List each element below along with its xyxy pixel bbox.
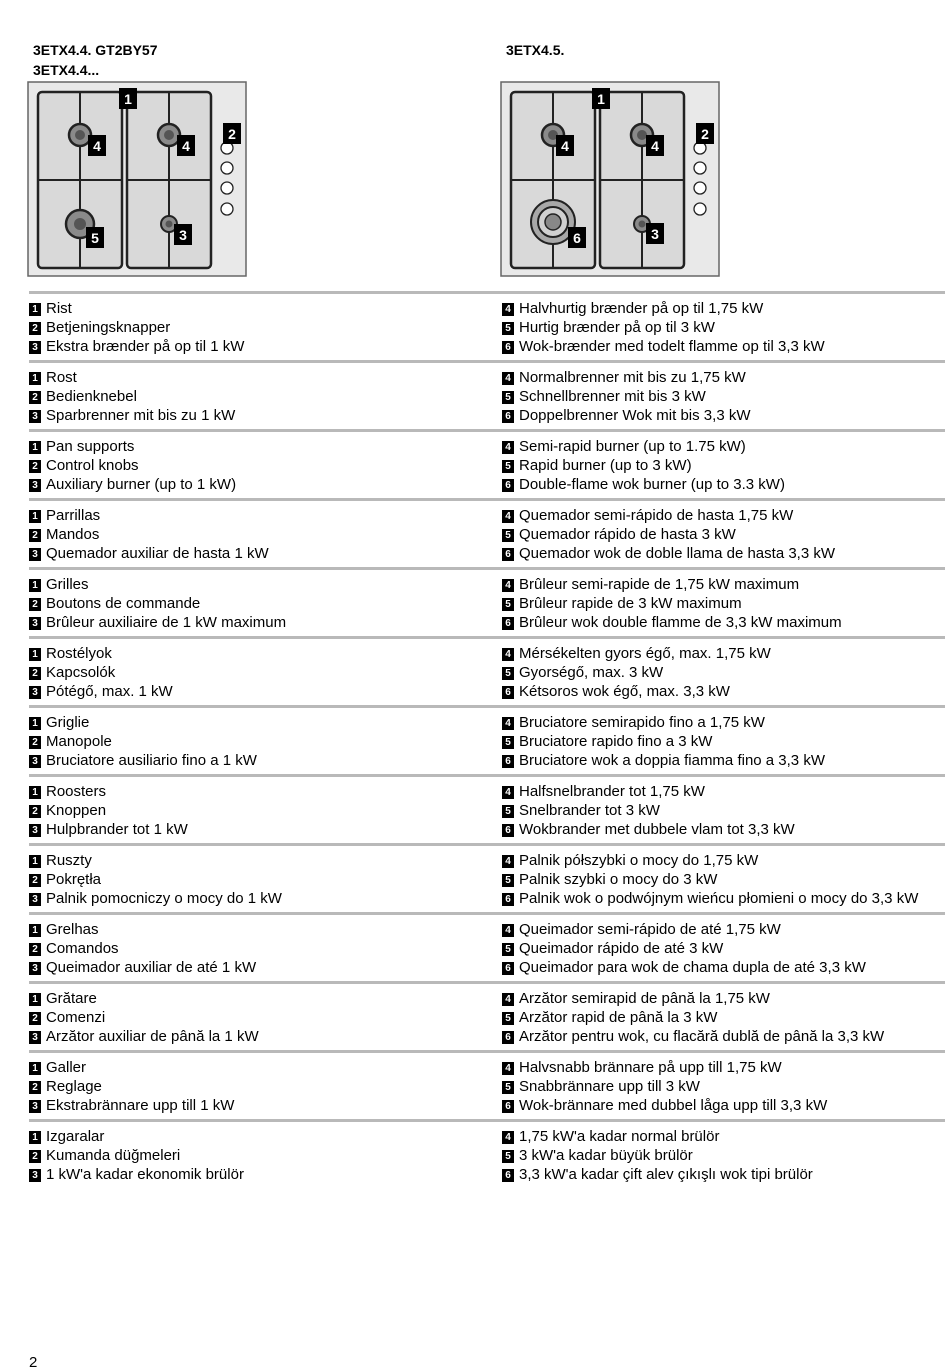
section-divider: [29, 360, 945, 363]
callout-label: 6: [573, 230, 581, 246]
legend-number: 6: [502, 548, 514, 561]
legend-number: 2: [29, 598, 41, 611]
section-divider: [29, 774, 945, 777]
legend-item: [502, 1096, 827, 1115]
section-divider: [29, 1119, 945, 1122]
legend-text: Double-flame wok burner (up to 3.3 kW): [519, 476, 785, 493]
legend-number: 1: [29, 303, 41, 316]
legend-item: [29, 337, 244, 356]
legend-text: Quemador wok de doble llama de hasta 3,3 kW: [519, 545, 836, 562]
legend-number: 5: [502, 598, 514, 611]
legend-number: 5: [502, 667, 514, 680]
legend-item: [29, 368, 77, 387]
legend-text: Arzător pentru wok, cu flacără dublă de până la 3,3 kW: [519, 1028, 885, 1045]
callout-label: 3: [651, 226, 659, 242]
legend-item: [29, 544, 269, 563]
legend-item: [29, 506, 100, 525]
legend-text: Bruciatore wok a doppia fiamma fino a 3,3 kW: [519, 752, 825, 769]
legend-text: Palnik pomocniczy o mocy do 1 kW: [46, 890, 282, 907]
legend-number: 2: [29, 736, 41, 749]
legend-item: [502, 613, 842, 632]
legend-text: Schnellbrenner mit bis 3 kW: [519, 388, 706, 405]
legend-number: 4: [502, 303, 514, 316]
legend-number: 1: [29, 510, 41, 523]
legend-item: [29, 870, 101, 889]
legend-number: 6: [502, 479, 514, 492]
section-divider: [29, 429, 945, 432]
legend-item: [29, 920, 99, 939]
legend-number: 3: [29, 1169, 41, 1182]
legend-item: [29, 801, 106, 820]
legend-item: [502, 594, 742, 613]
legend-number: 6: [502, 341, 514, 354]
legend-text: Grătare: [46, 990, 97, 1007]
legend-number: 5: [502, 322, 514, 335]
legend-text: Queimador para wok de chama dupla de até 3,3 kW: [519, 959, 866, 976]
legend-item: [29, 1058, 86, 1077]
legend-text: Rist: [46, 300, 72, 317]
legend-item: [502, 525, 736, 544]
legend-item: [29, 663, 115, 682]
legend-text: Roosters: [46, 783, 107, 800]
legend-text: Pokrętła: [46, 871, 102, 888]
legend-number: 3: [29, 341, 41, 354]
legend-text: Betjeningsknapper: [46, 319, 171, 336]
legend-number: 4: [502, 855, 514, 868]
legend-item: [29, 456, 139, 475]
legend-text: Boutons de commande: [46, 595, 201, 612]
legend-text: Bruciatore semirapido fino a 1,75 kW: [519, 714, 765, 731]
legend-text: Halvhurtig brænder på op til 1,75 kW: [519, 300, 764, 317]
legend-number: 2: [29, 1150, 41, 1163]
legend-text: Ruszty: [46, 852, 92, 869]
legend-number: 3: [29, 824, 41, 837]
legend-text: Ekstrabrännare upp till 1 kW: [46, 1097, 235, 1114]
legend-number: 4: [502, 1131, 514, 1144]
callout-label: 2: [228, 126, 236, 142]
legend-item: [502, 437, 746, 456]
legend-number: 2: [29, 529, 41, 542]
legend-number: 3: [29, 686, 41, 699]
legend-text: Parrillas: [46, 507, 101, 524]
legend-item: [29, 713, 89, 732]
legend-item: [29, 1077, 102, 1096]
legend-number: 4: [502, 510, 514, 523]
legend-text: Comenzi: [46, 1009, 106, 1026]
legend-text: Wok-brännare med dubbel låga upp till 3,3 kW: [519, 1097, 828, 1114]
legend-number: 2: [29, 1012, 41, 1025]
legend-number: 1: [29, 1062, 41, 1075]
legend-text: Palnik półszybki o mocy do 1,75 kW: [519, 852, 759, 869]
legend-text: Kumanda düğmeleri: [46, 1147, 181, 1164]
legend-text: Arzător auxiliar de până la 1 kW: [46, 1028, 259, 1045]
legend-text: Comandos: [46, 940, 119, 957]
legend-number: 5: [502, 1150, 514, 1163]
legend-text: Izgaralar: [46, 1128, 105, 1145]
legend-number: 3: [29, 893, 41, 906]
legend-item: [29, 889, 282, 908]
legend-item: [29, 732, 112, 751]
legend-text: Arzător semirapid de până la 1,75 kW: [519, 990, 770, 1007]
legend-item: [502, 820, 795, 839]
legend-item: [502, 456, 692, 475]
legend-item: [502, 575, 799, 594]
legend-text: Brûleur wok double flamme de 3,3 kW maximum: [519, 614, 842, 631]
legend-item: [29, 851, 92, 870]
legend-text: Brûleur semi-rapide de 1,75 kW maximum: [519, 576, 800, 593]
legend-item: [502, 870, 717, 889]
legend-item: [502, 682, 730, 701]
legend-number: 6: [502, 962, 514, 975]
legend-item: [502, 1127, 719, 1146]
legend-item: [29, 575, 89, 594]
legend-number: 1: [29, 993, 41, 1006]
legend-item: [29, 989, 97, 1008]
legend-item: [502, 663, 663, 682]
legend-item: [29, 613, 286, 632]
legend-number: 2: [29, 943, 41, 956]
legend-number: 6: [502, 617, 514, 630]
legend-item: [29, 475, 236, 494]
callout-label: 1: [597, 91, 605, 107]
legend-text: Palnik szybki o mocy do 3 kW: [519, 871, 718, 888]
legend-item: [502, 318, 715, 337]
legend-item: [29, 782, 106, 801]
hob-diagram-right: [500, 81, 720, 277]
legend-item: [502, 1146, 693, 1165]
legend-item: [502, 732, 712, 751]
legend-number: 6: [502, 1031, 514, 1044]
legend-item: [502, 337, 825, 356]
legend-text: Mandos: [46, 526, 100, 543]
legend-text: Mérsékelten gyors égő, max. 1,75 kW: [519, 645, 771, 662]
section-divider: [29, 498, 945, 501]
legend-item: [29, 525, 99, 544]
legend-item: [502, 958, 866, 977]
legend-text: Halfsnelbrander tot 1,75 kW: [519, 783, 705, 800]
legend-item: [502, 299, 763, 318]
legend-text: Brûleur rapide de 3 kW maximum: [519, 595, 742, 612]
legend-number: 3: [29, 755, 41, 768]
legend-item: [29, 939, 119, 958]
legend-text: Reglage: [46, 1078, 102, 1095]
legend-text: Galler: [46, 1059, 87, 1076]
legend-item: [29, 406, 235, 425]
legend-text: Rapid burner (up to 3 kW): [519, 457, 692, 474]
legend-number: 3: [29, 962, 41, 975]
legend-text: Quemador semi-rápido de hasta 1,75 kW: [519, 507, 794, 524]
section-divider: [29, 912, 945, 915]
legend-number: 1: [29, 372, 41, 385]
section-divider: [29, 843, 945, 846]
callout-label: 4: [182, 138, 190, 154]
legend-text: Pótégő, max. 1 kW: [46, 683, 173, 700]
legend-text: Halvsnabb brännare på upp till 1,75 kW: [519, 1059, 782, 1076]
callout-label: 5: [91, 230, 99, 246]
section-divider: [29, 567, 945, 570]
legend-item: [29, 437, 134, 456]
legend-item: [502, 1027, 884, 1046]
legend-number: 3: [29, 410, 41, 423]
legend-item: [502, 1008, 717, 1027]
legend-text: Brûleur auxiliaire de 1 kW maximum: [46, 614, 287, 631]
callout-label: 4: [561, 138, 569, 154]
legend-item: [502, 920, 781, 939]
legend-item: [29, 751, 257, 770]
legend-text: Doppelbrenner Wok mit bis 3,3 kW: [519, 407, 751, 424]
legend-number: 1: [29, 579, 41, 592]
legend-item: [29, 644, 112, 663]
legend-number: 4: [502, 717, 514, 730]
legend-number: 5: [502, 943, 514, 956]
legend-number: 6: [502, 1169, 514, 1182]
legend-number: 5: [502, 805, 514, 818]
legend-number: 1: [29, 855, 41, 868]
legend-item: [502, 1165, 813, 1184]
legend-number: 4: [502, 648, 514, 661]
section-divider: [29, 291, 945, 294]
legend-item: [29, 682, 173, 701]
legend-item: [502, 851, 758, 870]
callout-label: 1: [124, 91, 132, 107]
legend-item: [29, 318, 170, 337]
legend-item: [29, 299, 72, 318]
legend-number: 1: [29, 441, 41, 454]
legend-number: 4: [502, 372, 514, 385]
legend-number: 3: [29, 548, 41, 561]
legend-text: Snabbrännare upp till 3 kW: [519, 1078, 700, 1095]
legend-number: 4: [502, 579, 514, 592]
legend-text: Snelbrander tot 3 kW: [519, 802, 660, 819]
legend-number: 3: [29, 1031, 41, 1044]
legend-text: Ekstra brænder på op til 1 kW: [46, 338, 245, 355]
legend-number: 5: [502, 1081, 514, 1094]
legend-item: [502, 387, 706, 406]
legend-item: [29, 1146, 180, 1165]
legend-text: Rostélyok: [46, 645, 112, 662]
legend-item: [502, 713, 765, 732]
legend-text: Quemador auxiliar de hasta 1 kW: [46, 545, 269, 562]
legend-item: [502, 782, 705, 801]
legend-item: [29, 1027, 259, 1046]
legend-number: 2: [29, 874, 41, 887]
legend-text: Knoppen: [46, 802, 107, 819]
legend-text: 1,75 kW'a kadar normal brülör: [519, 1128, 720, 1145]
legend-text: Bruciatore rapido fino a 3 kW: [519, 733, 713, 750]
legend-text: Kapcsolók: [46, 664, 116, 681]
legend-number: 2: [29, 391, 41, 404]
legend-number: 4: [502, 924, 514, 937]
legend-number: 1: [29, 924, 41, 937]
legend-number: 3: [29, 1100, 41, 1113]
legend-text: Grilles: [46, 576, 89, 593]
legend-item: [502, 1058, 782, 1077]
legend-item: [502, 801, 660, 820]
legend-text: Wokbrander met dubbele vlam tot 3,3 kW: [519, 821, 795, 838]
section-divider: [29, 981, 945, 984]
left-model-line2: 3ETX4.4...: [33, 62, 100, 78]
legend-number: 5: [502, 460, 514, 473]
legend-number: 5: [502, 874, 514, 887]
legend-number: 1: [29, 786, 41, 799]
legend-number: 6: [502, 686, 514, 699]
legend-text: Bruciatore ausiliario fino a 1 kW: [46, 752, 257, 769]
legend-text: Bedienknebel: [46, 388, 137, 405]
legend-number: 4: [502, 441, 514, 454]
legend-number: 4: [502, 786, 514, 799]
left-model-line1: 3ETX4.4. GT2BY57: [33, 42, 158, 58]
legend-item: [502, 506, 793, 525]
legend-number: 5: [502, 529, 514, 542]
legend-item: [502, 889, 918, 908]
legend-number: 2: [29, 667, 41, 680]
legend-text: 3 kW'a kadar büyük brülör: [519, 1147, 693, 1164]
legend-text: Gyorségő, max. 3 kW: [519, 664, 664, 681]
legend-item: [502, 544, 835, 563]
legend-number: 5: [502, 391, 514, 404]
legend-number: 3: [29, 617, 41, 630]
legend-text: Hurtig brænder på op til 3 kW: [519, 319, 715, 336]
legend-text: Auxiliary burner (up to 1 kW): [46, 476, 237, 493]
burner-icon: [69, 124, 91, 146]
legend-number: 5: [502, 736, 514, 749]
legend-text: Hulpbrander tot 1 kW: [46, 821, 188, 838]
legend-item: [502, 989, 770, 1008]
section-divider: [29, 636, 945, 639]
legend-item: [502, 939, 723, 958]
legend-number: 6: [502, 410, 514, 423]
right-model: 3ETX4.5.: [506, 42, 565, 58]
legend-item: [502, 751, 825, 770]
legend-number: 2: [29, 1081, 41, 1094]
legend-text: Control knobs: [46, 457, 139, 474]
legend-number: 6: [502, 824, 514, 837]
legend-item: [29, 1127, 104, 1146]
legend-item: [29, 820, 188, 839]
legend-text: Arzător rapid de până la 3 kW: [519, 1009, 718, 1026]
legend-text: Wok-brænder med todelt flamme op til 3,3 kW: [519, 338, 825, 355]
legend-text: Pan supports: [46, 438, 135, 455]
legend-number: 4: [502, 993, 514, 1006]
legend-text: Normalbrenner mit bis zu 1,75 kW: [519, 369, 746, 386]
legend-item: [502, 644, 771, 663]
legend-item: [29, 594, 200, 613]
legend-number: 6: [502, 893, 514, 906]
legend-text: Palnik wok o podwójnym wieńcu płomieni o mocy do 3,3 kW: [519, 890, 919, 907]
legend-number: 1: [29, 717, 41, 730]
legend-text: 1 kW'a kadar ekonomik brülör: [46, 1166, 244, 1183]
legend-number: 6: [502, 1100, 514, 1113]
legend-number: 3: [29, 479, 41, 492]
legend-text: Quemador rápido de hasta 3 kW: [519, 526, 736, 543]
callout-label: 4: [651, 138, 659, 154]
legend-number: 2: [29, 322, 41, 335]
legend-item: [29, 1165, 244, 1184]
burner-icon: [158, 124, 180, 146]
section-divider: [29, 705, 945, 708]
legend-item: [502, 475, 785, 494]
legend-number: 5: [502, 1012, 514, 1025]
callout-label: 2: [701, 126, 709, 142]
callout-label: 3: [179, 227, 187, 243]
legend-item: [29, 958, 256, 977]
legend-text: Semi-rapid burner (up to 1.75 kW): [519, 438, 746, 455]
legend-text: Queimador semi-rápido de até 1,75 kW: [519, 921, 781, 938]
hob-diagram-left: [27, 81, 247, 277]
legend-item: [29, 1008, 105, 1027]
legend-number: 6: [502, 755, 514, 768]
legend-text: Griglie: [46, 714, 90, 731]
legend-item: [502, 1077, 700, 1096]
legend-number: 1: [29, 1131, 41, 1144]
legend-text: Rost: [46, 369, 77, 386]
legend-text: Queimador auxiliar de até 1 kW: [46, 959, 257, 976]
legend-number: 2: [29, 805, 41, 818]
legend-number: 2: [29, 460, 41, 473]
legend-text: Sparbrenner mit bis zu 1 kW: [46, 407, 236, 424]
legend-item: [502, 368, 746, 387]
legend-text: Kétsoros wok égő, max. 3,3 kW: [519, 683, 730, 700]
section-divider: [29, 1050, 945, 1053]
callout-label: 4: [93, 138, 101, 154]
legend-item: [502, 406, 750, 425]
legend-text: Queimador rápido de até 3 kW: [519, 940, 724, 957]
legend-item: [29, 1096, 234, 1115]
legend-number: 1: [29, 648, 41, 661]
legend-item: [29, 387, 137, 406]
page-number: 2: [29, 1354, 38, 1371]
legend-text: Grelhas: [46, 921, 99, 938]
legend-text: Manopole: [46, 733, 112, 750]
legend-text: 3,3 kW'a kadar çift alev çıkışlı wok tipi brülör: [519, 1166, 813, 1183]
legend-number: 4: [502, 1062, 514, 1075]
